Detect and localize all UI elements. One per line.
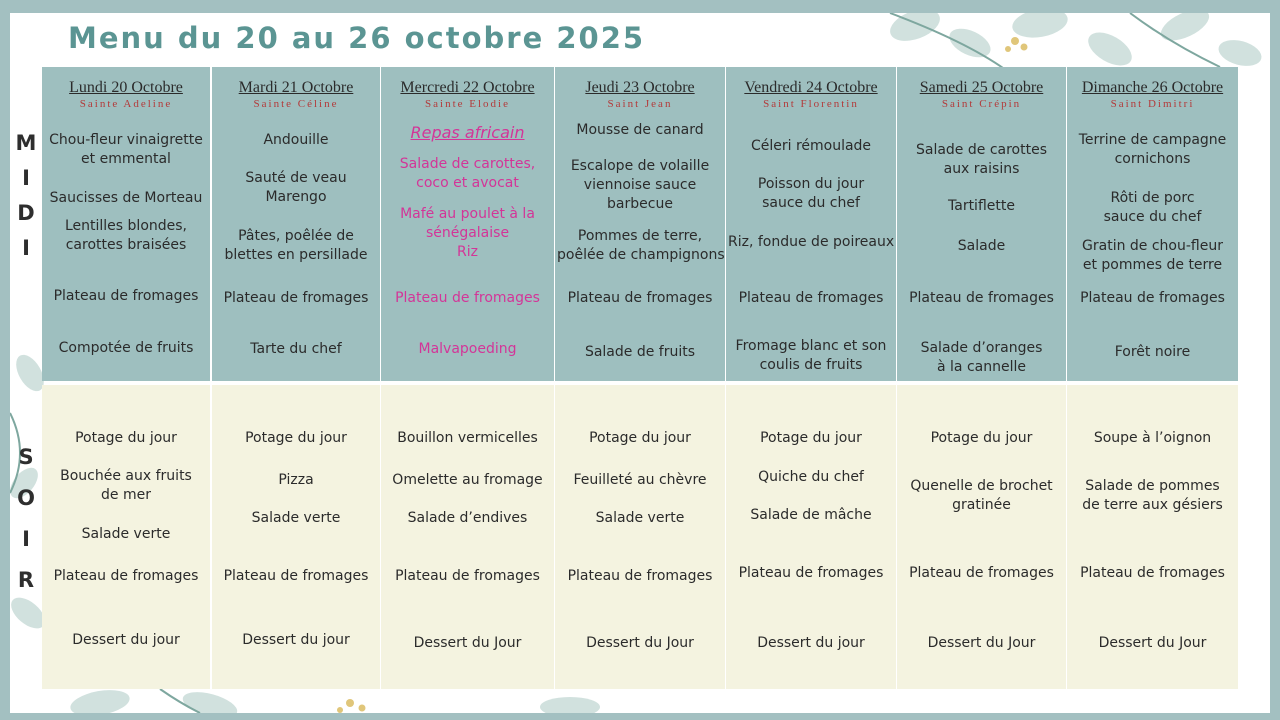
soir-dish: Dessert du jour bbox=[242, 632, 350, 648]
soir-dish: Bouchée aux fruits de mer bbox=[60, 468, 192, 503]
day-column bbox=[1067, 67, 1238, 689]
midi-cell bbox=[897, 67, 1066, 381]
soir-dish: Quenelle de brochet gratinée bbox=[910, 478, 1053, 513]
soir-dish: Dessert du Jour bbox=[413, 635, 522, 651]
midi-label: M I D I bbox=[15, 131, 37, 260]
soir-dish: Omelette au fromage bbox=[392, 472, 543, 488]
soir-dish: Potage du jour bbox=[930, 430, 1033, 446]
soir-dish: Salade verte bbox=[595, 510, 685, 526]
soir-dish: Dessert du Jour bbox=[927, 635, 1036, 651]
midi-cell bbox=[726, 67, 896, 381]
soir-dish: Plateau de fromages bbox=[738, 565, 884, 581]
saint-of-day: Saint Crépin bbox=[941, 98, 1022, 110]
day-header bbox=[381, 67, 554, 110]
day-header bbox=[212, 67, 380, 110]
midi-dish: Salade de fruits bbox=[584, 344, 696, 360]
day-name: Mardi 21 Octobre bbox=[238, 79, 354, 96]
soir-dish: Potage du jour bbox=[75, 430, 177, 446]
day-name: Jeudi 23 Octobre bbox=[585, 79, 695, 96]
midi-dish: Riz, fondue de poireaux bbox=[728, 234, 895, 250]
day-column bbox=[897, 67, 1066, 689]
soir-dish: Salade d’endives bbox=[407, 510, 528, 526]
soir-label: S O I R bbox=[17, 445, 35, 592]
midi-dish: Escalope de volaille viennoise sauce barbecue bbox=[570, 158, 710, 212]
midi-dish: Mousse de canard bbox=[576, 122, 704, 138]
midi-dish: Repas africain bbox=[410, 123, 525, 142]
saint-of-day: Saint Florentin bbox=[763, 98, 859, 110]
soir-dish: Plateau de fromages bbox=[223, 568, 369, 584]
midi-dish: Malvapoeding bbox=[418, 341, 517, 357]
midi-dish: Céleri rémoulade bbox=[750, 138, 872, 154]
saint-of-day: Saint Dimitri bbox=[1110, 98, 1195, 110]
midi-dish: Lentilles blondes, carottes braisées bbox=[64, 218, 187, 253]
soir-dish: Potage du jour bbox=[589, 430, 691, 446]
midi-dish: Sauté de veau Marengo bbox=[245, 170, 347, 205]
midi-dish: Gratin de chou-fleur et pommes de terre bbox=[1082, 238, 1223, 273]
midi-dish: Pâtes, poêlée de blettes en persillade bbox=[224, 228, 368, 263]
midi-dish: Forêt noire bbox=[1114, 344, 1191, 360]
soir-dish: Dessert du Jour bbox=[1098, 635, 1207, 651]
soir-dish: Quiche du chef bbox=[758, 469, 864, 485]
day-name: Vendredi 24 Octobre bbox=[744, 79, 878, 96]
soir-dish: Salade verte bbox=[251, 510, 341, 526]
day-name: Samedi 25 Octobre bbox=[919, 79, 1044, 96]
midi-dish: Andouille bbox=[263, 132, 329, 148]
midi-dish: Pommes de terre, poêlée de champignons bbox=[557, 228, 725, 263]
midi-dish: Chou-fleur vinaigrette et emmental bbox=[49, 132, 203, 167]
day-column bbox=[555, 67, 725, 689]
midi-dish: Salade de carottes aux raisins bbox=[915, 142, 1047, 177]
midi-dish: Fromage blanc et son coulis de fruits bbox=[735, 338, 887, 373]
day-header bbox=[42, 67, 210, 110]
saint-of-day: Sainte Adeline bbox=[79, 98, 173, 110]
midi-dish: Plateau de fromages bbox=[738, 290, 884, 306]
day-column bbox=[42, 67, 210, 689]
day-name: Dimanche 26 Octobre bbox=[1081, 79, 1224, 96]
midi-dish: Plateau de fromages bbox=[395, 290, 540, 306]
soir-dish: Salade de pommes de terre aux gésiers bbox=[1082, 478, 1223, 513]
day-header bbox=[897, 67, 1066, 110]
soir-dish: Plateau de fromages bbox=[1080, 565, 1225, 581]
soir-dish: Feuilleté au chèvre bbox=[573, 472, 707, 488]
midi-dish: Salade de carottes, coco et avocat bbox=[399, 156, 536, 191]
midi-cell bbox=[555, 67, 725, 381]
menu-title: Menu du 20 au 26 octobre 2025 bbox=[68, 21, 646, 55]
soir-dish: Dessert du Jour bbox=[586, 635, 694, 651]
soir-dish: Salade de mâche bbox=[750, 507, 872, 523]
soir-dish: Plateau de fromages bbox=[567, 568, 713, 584]
day-column bbox=[726, 67, 896, 689]
soir-dish: Salade verte bbox=[81, 526, 171, 542]
soir-dish: Soupe à l’oignon bbox=[1093, 430, 1212, 446]
midi-dish: Terrine de campagne cornichons bbox=[1078, 132, 1227, 167]
midi-dish: Poisson du jour sauce du chef bbox=[757, 176, 865, 211]
menu-grid bbox=[42, 67, 1238, 689]
soir-dish: Bouillon vermicelles bbox=[397, 430, 538, 446]
midi-dish: Plateau de fromages bbox=[909, 290, 1054, 306]
midi-dish: Plateau de fromages bbox=[223, 290, 369, 306]
soir-dish: Dessert du jour bbox=[757, 635, 865, 651]
midi-dish: Tarte du chef bbox=[250, 341, 342, 357]
soir-dish: Pizza bbox=[278, 472, 314, 488]
day-name: Mercredi 22 Octobre bbox=[400, 79, 535, 96]
saint-of-day: Saint Jean bbox=[607, 98, 673, 110]
day-column bbox=[212, 67, 380, 689]
day-name: Lundi 20 Octobre bbox=[69, 79, 183, 96]
soir-dish: Dessert du jour bbox=[72, 632, 180, 648]
saint-of-day: Sainte Elodie bbox=[425, 98, 510, 110]
midi-dish: Salade d’oranges à la cannelle bbox=[920, 340, 1043, 375]
midi-dish: Plateau de fromages bbox=[1080, 290, 1225, 306]
midi-dish: Tartiflette bbox=[948, 198, 1015, 214]
midi-dish: Saucisses de Morteau bbox=[49, 190, 203, 206]
midi-dish: Mafé au poulet à la sénégalaise Riz bbox=[400, 206, 535, 260]
day-header bbox=[726, 67, 896, 110]
soir-dish: Plateau de fromages bbox=[909, 565, 1054, 581]
soir-dish: Potage du jour bbox=[245, 430, 347, 446]
soir-dish: Potage du jour bbox=[760, 430, 862, 446]
day-header bbox=[1067, 67, 1238, 110]
midi-dish: Rôti de porc sauce du chef bbox=[1103, 190, 1202, 225]
saint-of-day: Sainte Céline bbox=[253, 98, 339, 110]
midi-cell bbox=[212, 67, 380, 381]
soir-dish: Plateau de fromages bbox=[395, 568, 540, 584]
midi-dish: Salade bbox=[957, 238, 1006, 254]
day-column bbox=[381, 67, 554, 689]
soir-dish: Plateau de fromages bbox=[53, 568, 199, 584]
midi-dish: Plateau de fromages bbox=[53, 288, 199, 304]
midi-dish: Compotée de fruits bbox=[58, 340, 194, 356]
menu-page bbox=[10, 13, 1270, 713]
day-header bbox=[555, 67, 725, 110]
midi-dish: Plateau de fromages bbox=[567, 290, 713, 306]
